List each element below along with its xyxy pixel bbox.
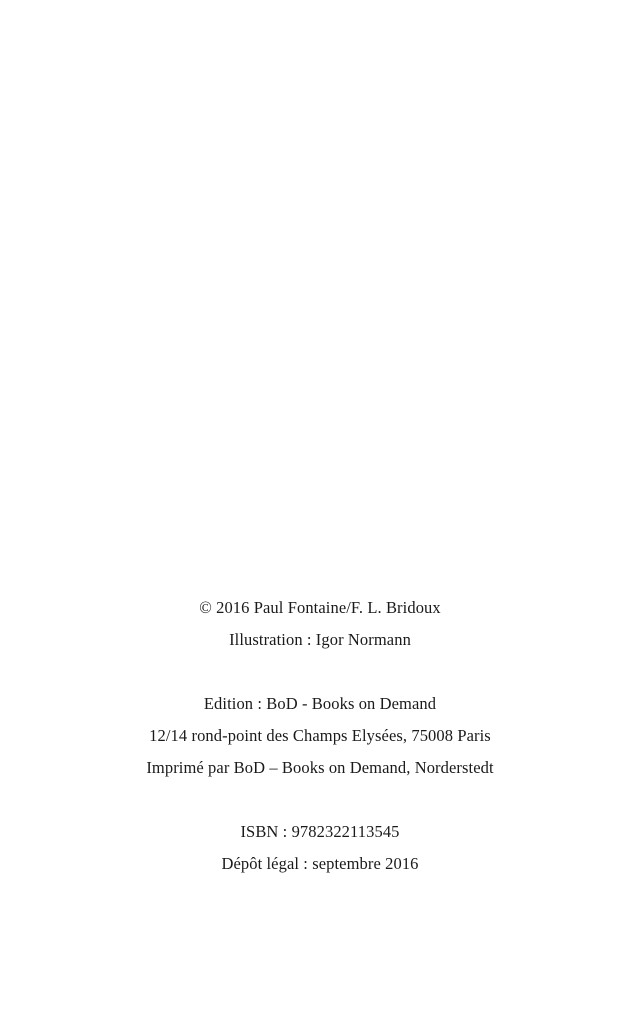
legal-deposit-line: Dépôt légal : septembre 2016: [221, 854, 419, 873]
printer-line: Imprimé par BoD – Books on Demand, Norderstedt: [146, 758, 494, 777]
isbn-line: ISBN : 9782322113545: [240, 822, 400, 841]
publisher-address-line: 12/14 rond-point des Champs Elysées, 75008 Paris: [149, 726, 491, 745]
spacer-one: [0, 656, 640, 688]
spacer-two: [0, 784, 640, 816]
copyright-line: © 2016 Paul Fontaine/F. L. Bridoux: [199, 598, 441, 617]
colophon-block: [0, 592, 640, 880]
identifier-group: [0, 816, 640, 880]
publisher-group: [0, 688, 640, 784]
copyright-group: [0, 592, 640, 656]
illustration-credit-line: Illustration : Igor Normann: [229, 630, 411, 649]
edition-line: Edition : BoD - Books on Demand: [203, 694, 437, 713]
